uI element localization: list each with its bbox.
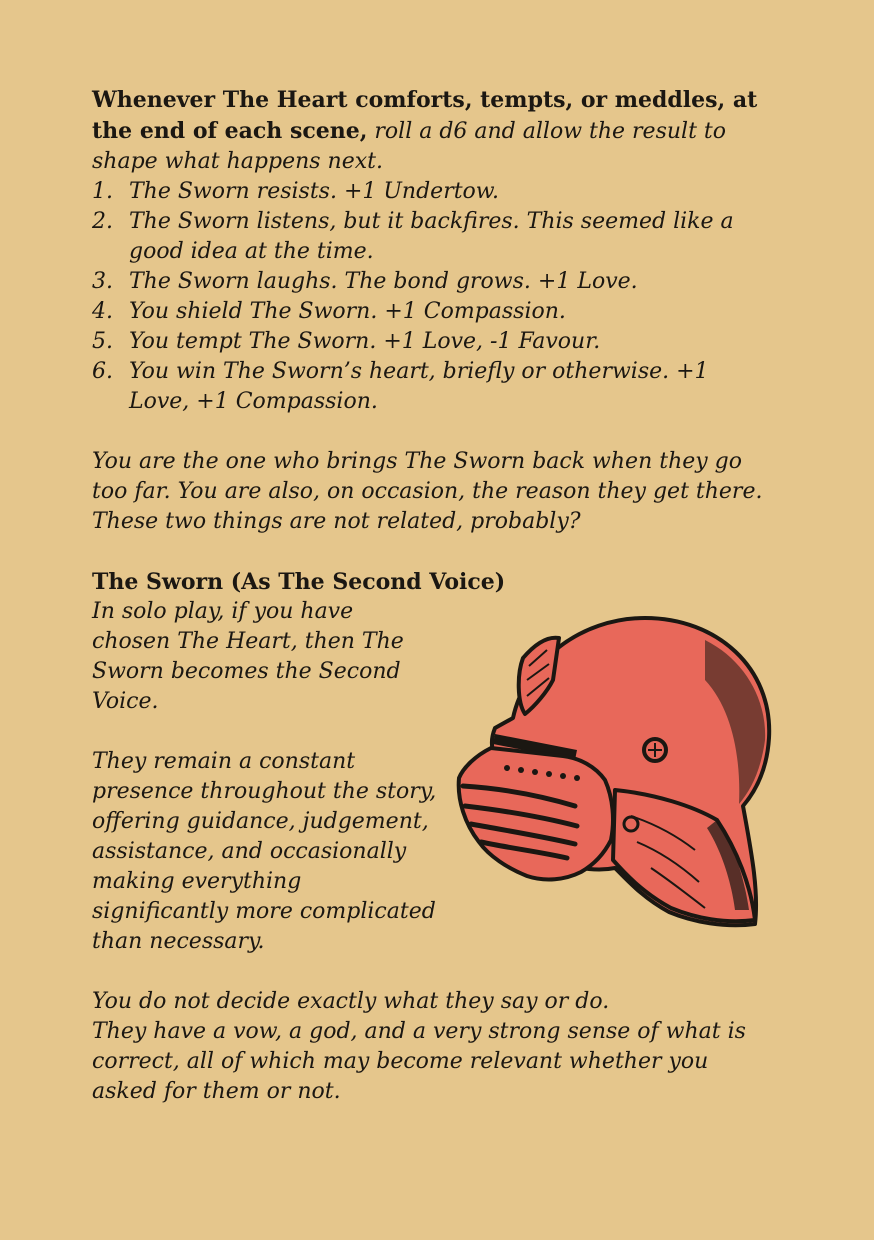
constant-presence-paragraph: They remain a constant presence throughout the story, offering guidance, judgement, assistance, and occasionally making everything significantly more complicated than necessary. (92, 749, 437, 954)
decide-line: You do not decide exactly what they say or do. (92, 989, 610, 1014)
intro-italic: roll a d6 and allow the result to shape what happens next. (92, 119, 726, 174)
intro-paragraph (92, 85, 772, 177)
vow-paragraph: They have a vow, a god, and a very strong sense of what is correct, all of which may become relevant whether you asked for them or not. (92, 1019, 746, 1104)
list-item-text: You tempt The Sworn. +1 Love, -1 Favour. (129, 329, 601, 354)
list-item (92, 327, 772, 357)
list-item-text: The Sworn laughs. The bond grows. +1 Love. (129, 269, 638, 294)
list-item-text: You shield The Sworn. +1 Compassion. (129, 299, 566, 324)
list-item-number: 2. (92, 209, 113, 234)
list-item (92, 177, 772, 207)
list-item-number: 6. (92, 359, 113, 384)
page-content (92, 85, 772, 1107)
list-item (92, 207, 772, 267)
helmet-visor (459, 748, 613, 879)
list-item-number: 3. (92, 269, 113, 294)
list-item (92, 267, 772, 297)
knight-helmet-icon (455, 610, 775, 930)
list-item (92, 357, 772, 417)
list-item-text: The Sworn resists. +1 Undertow. (129, 179, 500, 204)
list-item-text: You win The Sworn’s heart, briefly or otherwise. +1 Love, +1 Compassion. (129, 359, 709, 414)
list-item-number: 5. (92, 329, 113, 354)
second-voice-paragraph: In solo play, if you have chosen The Heart, then The Sworn becomes the Second Voice. (92, 599, 404, 714)
list-item-number: 4. (92, 299, 113, 324)
list-item-text: The Sworn listens, but it backfires. This seemed like a good idea at the time. (129, 209, 734, 264)
list-item-number: 1. (92, 179, 113, 204)
bring-back-paragraph: You are the one who brings The Sworn back when they go too far. You are also, on occasion, the reason they get there. These two things are not related, probably? (92, 449, 763, 534)
intro-bold: Whenever The Heart comforts, tempts, or meddles, at the end of each scene, (92, 87, 758, 144)
list-item (92, 297, 772, 327)
section-heading: The Sworn (As The Second Voice) (92, 569, 506, 595)
roll-table (92, 177, 772, 417)
